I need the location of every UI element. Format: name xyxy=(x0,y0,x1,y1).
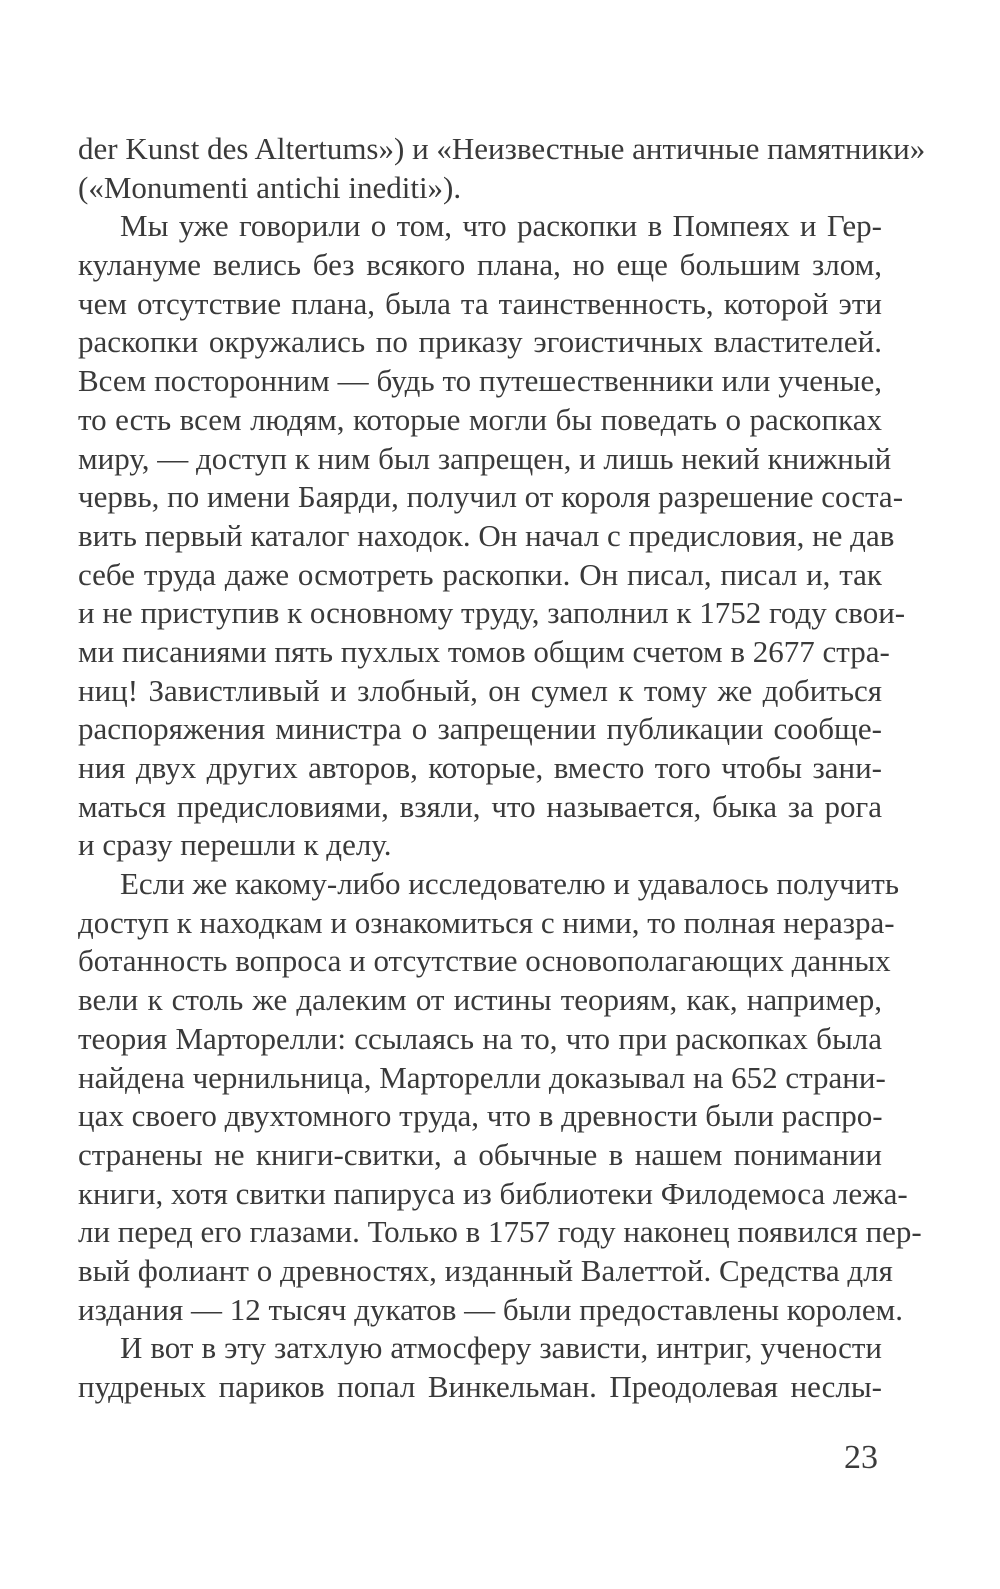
text-line: распоряжения министра о запрещении публикации сообще- xyxy=(78,711,882,747)
text-line: миру, — доступ к ним был запрещен, и лишь некий книжный xyxy=(78,440,892,476)
page-text xyxy=(78,130,926,1407)
text-line: себе труда даже осмотреть раскопки. Он писал, писал и, так xyxy=(78,556,882,592)
text-line: ми писаниями пять пухлых томов общим счетом в 2677 стра- xyxy=(78,633,890,669)
text-line: пудреных париков попал Винкельман. Преодолевая неслы- xyxy=(78,1369,882,1404)
text-line: найдена чернильница, Марторелли доказывал на 652 страни- xyxy=(78,1059,886,1095)
text-line: червь, по имени Баярди, получил от короля разрешение соста- xyxy=(78,479,904,515)
text-line: вели к столь же далеким от истины теориям, как, например, xyxy=(78,982,882,1018)
text-line: и не приступив к основному труду, заполнил к 1752 году свои- xyxy=(78,595,906,631)
text-line: вить первый каталог находок. Он начал с предисловия, не дав xyxy=(78,517,895,553)
text-line: ботанность вопроса и отсутствие основополагающих данных xyxy=(78,943,891,979)
text-line: ниц! Завистливый и злобный, он сумел к тому же добиться xyxy=(78,672,882,708)
text-line: вый фолиант о древностях, изданный Валеттой. Средства для xyxy=(78,1252,893,1288)
text-line: ния двух других авторов, которые, вместо того чтобы зани- xyxy=(78,750,882,785)
page-number: 23 xyxy=(844,1439,878,1476)
text-line: Всем посторонним — будь то путешественники или ученые, xyxy=(78,363,882,399)
text-line: книги, хотя свитки папируса из библиотеки Филодемоса лежа- xyxy=(78,1175,908,1211)
text-line: И вот в эту затхлую атмосферу зависти, интриг, учености xyxy=(120,1330,882,1366)
text-line: ли перед его глазами. Только в 1757 году наконец появился пер- xyxy=(78,1214,922,1250)
text-line: цах своего двухтомного труда, что в древности были распро- xyxy=(78,1098,883,1134)
text-line: кулануме велись без всякого плана, но еще большим злом, xyxy=(78,247,882,283)
text-line: и сразу перешли к делу. xyxy=(78,827,392,863)
text-line: («Monumenti antichi inediti»). xyxy=(78,169,462,205)
text-line: странены не книги-свитки, а обычные в нашем понимании xyxy=(78,1136,882,1172)
text-line: издания — 12 тысяч дукатов — были предоставлены королем. xyxy=(78,1291,903,1327)
text-line: доступ к находкам и ознакомиться с ними, то полная неразра- xyxy=(78,904,895,940)
text-line: чем отсутствие плана, была та таинственность, которой эти xyxy=(78,285,882,321)
text-line: раскопки окружались по приказу эгоистичных властителей. xyxy=(78,324,882,360)
text-line: маться предисловиями, взяли, что называется, быка за рога xyxy=(78,788,882,824)
text-line: Если же какому-либо исследователю и удавалось получить xyxy=(120,866,899,902)
text-line: Мы уже говорили о том, что раскопки в Помпеях и Гер- xyxy=(120,208,882,244)
text-line: то есть всем людям, которые могли бы поведать о раскопках xyxy=(78,401,882,437)
text-line: der Kunst des Altertums») и «Неизвестные античные памятники» xyxy=(78,131,926,166)
text-line: теория Марторелли: ссылаясь на то, что при раскопках была xyxy=(78,1020,882,1056)
